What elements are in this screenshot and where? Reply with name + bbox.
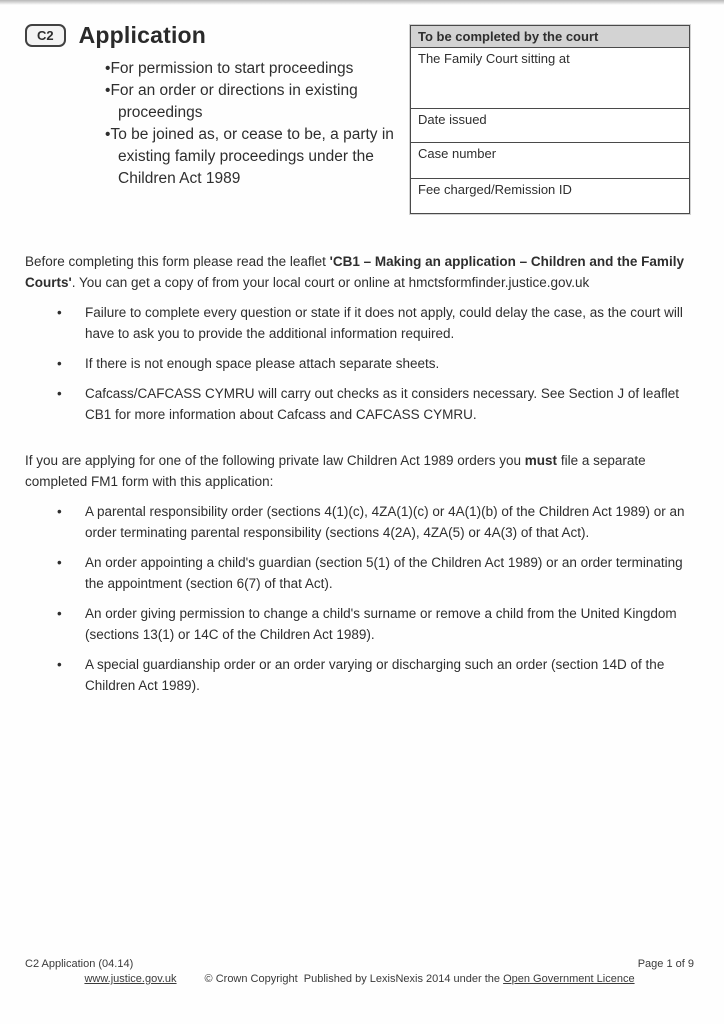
field-label: Fee charged/Remission ID	[418, 182, 572, 197]
field-fee-charged-remission-id	[411, 179, 689, 213]
field-label: Case number	[418, 146, 497, 161]
list-item: • Cafcass/CAFCASS CYMRU will carry out checks as it considers necessary. See Section J of leaflet CB1 for more information about Cafcass and CAFCASS CYMRU.	[25, 383, 692, 425]
header-left	[25, 22, 401, 214]
copyright-text: © Crown Copyright Published by LexisNexis 2014 under the	[204, 973, 504, 985]
guidance-notes-list	[25, 302, 692, 425]
scan-edge-artifact	[0, 0, 724, 5]
list-item: • An order giving permission to change a child's surname or remove a child from the United Kingdom (sections 13(1) or 14C of the Children Act 1989).	[25, 603, 692, 645]
list-item: • If there is not enough space please attach separate sheets.	[25, 353, 692, 374]
field-date-issued	[411, 109, 689, 143]
list-item: • An order appointing a child's guardian (section 5(1) of the Children Act 1989) or an order terminating the appointment (section 6(7) of that Act).	[25, 552, 692, 594]
open-government-licence-link[interactable]: Open Government Licence	[503, 973, 635, 985]
field-family-court-sitting-at	[411, 48, 689, 109]
list-item: • To be joined as, or cease to be, a party in existing family proceedings under the Children Act 1989	[105, 124, 405, 190]
title-row	[25, 22, 401, 49]
field-label: Date issued	[418, 112, 487, 127]
footer-copyright-row	[25, 973, 694, 985]
fm1-text-post: file a separate completed FM1 form with this application:	[25, 453, 646, 489]
fm1-must-emphasis: must	[524, 453, 558, 468]
intro-paragraph	[25, 251, 692, 293]
court-box-header: To be completed by the court	[411, 26, 689, 48]
form-purpose-list	[105, 58, 405, 190]
form-header	[0, 0, 724, 214]
form-code-badge: C2	[25, 24, 66, 47]
list-item: • For an order or directions in existing proceedings	[105, 80, 405, 124]
intro-text-pre: Before completing this form please read the leaflet	[25, 254, 330, 269]
court-use-only-box	[410, 25, 690, 214]
page-number: Page 1 of 9	[637, 958, 694, 970]
fm1-text-pre: If you are applying for one of the following private law Children Act 1989 orders you	[25, 453, 525, 468]
footer-meta-row	[25, 958, 694, 970]
list-item: • A parental responsibility order (sections 4(1)(c), 4ZA(1)(c) or 4A(1)(b) of the Children Act 1989) or an order terminating parental responsibility (sections 4(2A), 4ZA(5) or 4A(3) of that Act).	[25, 501, 692, 543]
field-case-number	[411, 143, 689, 179]
field-label: The Family Court sitting at	[418, 51, 570, 66]
intro-text-post: . You can get a copy of from your local court or online at hmctsformfinder.justice.gov.uk	[71, 275, 590, 290]
leaflet-title: 'CB1 – Making an application – Children and the Family Courts'	[25, 254, 684, 290]
page-title: Application	[78, 22, 207, 48]
form-footer	[0, 958, 724, 985]
list-item: • For permission to start proceedings	[105, 58, 405, 80]
justice-gov-uk-link[interactable]: www.justice.gov.uk	[84, 973, 177, 985]
list-item: • A special guardianship order or an order varying or discharging such an order (section 14D of the Children Act 1989).	[25, 654, 692, 696]
list-item: • Failure to complete every question or state if it does not apply, could delay the case, as the court will have to ask you to provide the additional information required.	[25, 302, 692, 344]
form-reference: C2 Application (04.14)	[25, 958, 134, 970]
form-body	[25, 251, 692, 696]
fm1-orders-list	[25, 501, 692, 696]
fm1-paragraph	[25, 450, 692, 492]
